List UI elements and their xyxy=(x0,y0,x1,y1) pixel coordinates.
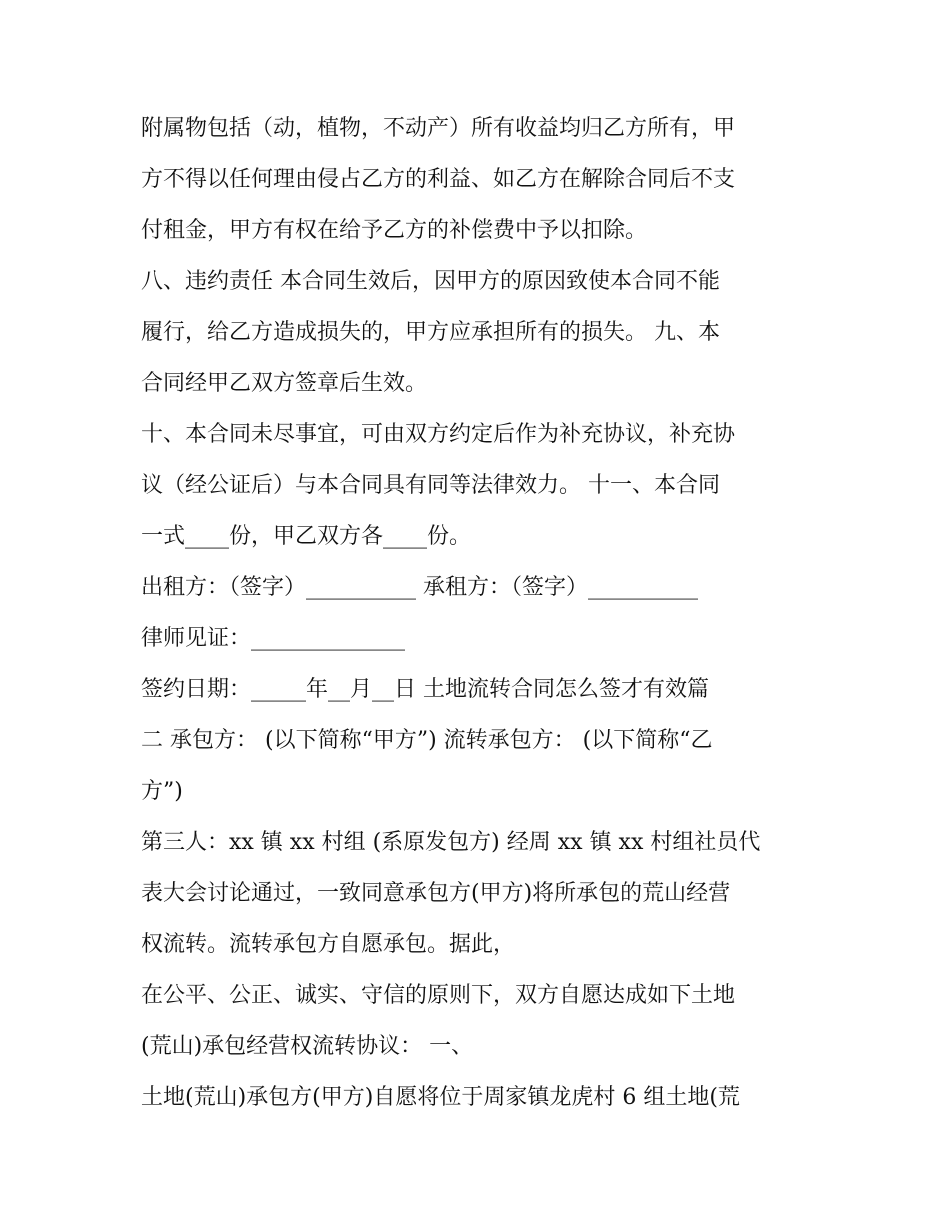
witness-line: 律师见证：______________ xyxy=(141,626,406,651)
text-line: (荒山)承包经营权流转协议： 一、 xyxy=(141,1034,474,1059)
text-line: 附属物包括（动，植物，不动产）所有收益均归乙方所有，甲 xyxy=(141,116,736,141)
date-line: 签约日期：_____年__月__日 土地流转合同怎么签才有效篇 xyxy=(141,677,709,702)
text-line: 方不得以任何理由侵占乙方的利益、如乙方在解除合同后不支 xyxy=(141,167,736,192)
text-line: 履行，给乙方造成损失的，甲方应承担所有的损失。 九、本 xyxy=(141,320,720,345)
text-line: 十、本合同未尽事宜，可由双方约定后作为补充协议，补充协 xyxy=(141,422,736,447)
text-line: 表大会讨论通过，一致同意承包方(甲方)将所承包的荒山经营 xyxy=(141,881,731,906)
text-line: 方”) xyxy=(141,779,183,804)
text-line: 一式____份，甲乙双方各____份。 xyxy=(141,524,472,549)
text-line: 第三人：xx 镇 xx 村组 (系原发包方) 经周 xx 镇 xx 村组社员代 xyxy=(141,830,761,855)
text-line: 二 承包方： (以下简称“甲方”) 流转承包方： (以下简称“乙 xyxy=(141,728,713,753)
text-line: 合同经甲乙双方签章后生效。 xyxy=(141,371,428,396)
text-line: 议（经公证后）与本合同具有同等法律效力。 十一、本合同 xyxy=(141,473,720,498)
signature-line: 出租方：（签字）__________ 承租方：（签字）__________ xyxy=(141,575,698,600)
text-line: 付租金，甲方有权在给予乙方的补偿费中予以扣除。 xyxy=(141,218,648,243)
text-line: 权流转。流转承包方自愿承包。据此， xyxy=(141,932,516,957)
text-line: 在公平、公正、诚实、守信的原则下，双方自愿达成如下土地 xyxy=(141,983,736,1008)
text-line: 土地(荒山)承包方(甲方)自愿将位于周家镇龙虎村 6 组土地(荒 xyxy=(141,1085,740,1110)
text-line: 八、违约责任 本合同生效后，因甲方的原因致使本合同不能 xyxy=(141,269,720,294)
